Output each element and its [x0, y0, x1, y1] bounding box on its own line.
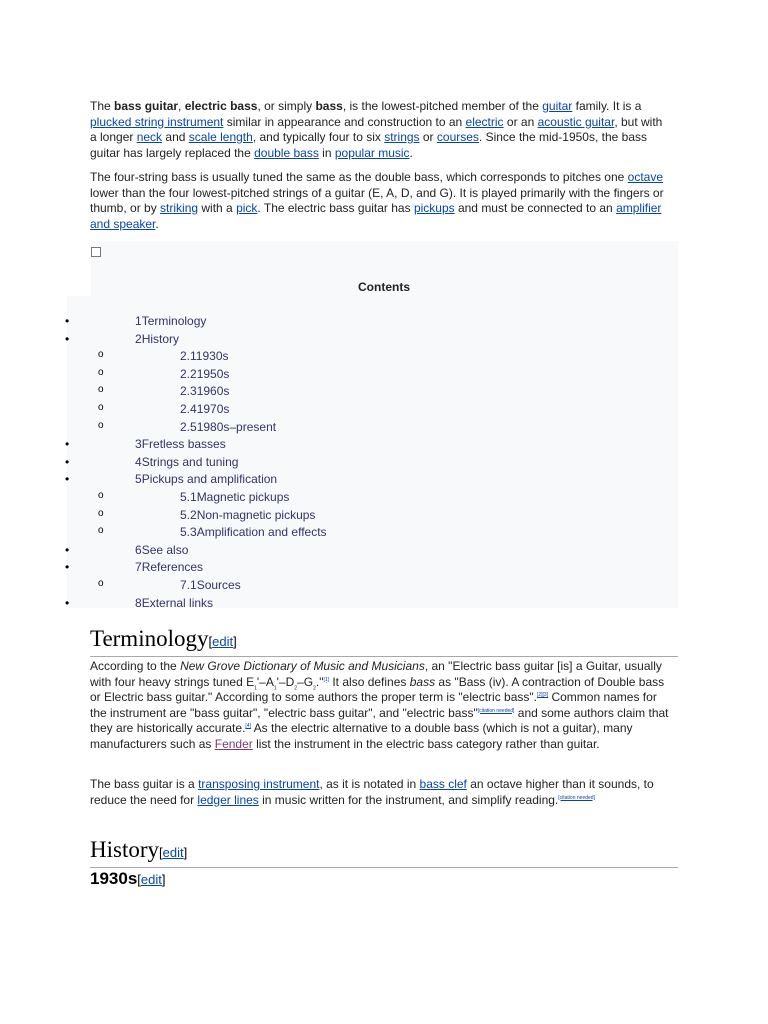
toc-item-label: Amplification and effects: [196, 525, 327, 539]
toc-bullet: •: [65, 472, 70, 486]
toc-bullet: •: [65, 596, 70, 610]
toc-bullet: •: [65, 314, 70, 328]
toc-item-label: See also: [141, 543, 189, 557]
toc-item-number: 5.1: [180, 490, 197, 504]
link-courses[interactable]: courses: [436, 130, 479, 144]
toc-item-label: External links: [141, 596, 214, 610]
link-popular-music[interactable]: popular music: [334, 145, 410, 160]
toc-item-label: 1960s: [196, 384, 230, 398]
toc-bullet: o: [98, 420, 104, 431]
toc-item-number: 2: [135, 332, 142, 346]
toc-item[interactable]: [135, 437, 226, 451]
edit-link-1930s[interactable]: [edit]: [137, 872, 166, 887]
toc-item-number: 8: [135, 596, 142, 610]
toc-item-number: 1: [135, 314, 142, 328]
link-ledger-lines[interactable]: ledger lines: [197, 792, 259, 807]
reference-1[interactable]: [1]: [323, 676, 330, 683]
edit-link-history[interactable]: [edit]: [159, 845, 188, 860]
toc-item-label: Terminology: [141, 314, 207, 328]
toc-bullet: o: [98, 490, 104, 501]
toc-bullet: o: [98, 578, 104, 589]
toc-item[interactable]: [180, 367, 229, 381]
toc-item-label: Magnetic pickups: [196, 490, 290, 504]
link-fender[interactable]: Fender: [214, 736, 253, 751]
terminology-paragraph-2: The bass guitar is a transposing instrument, as it is notated in bass clef an octave higher than it sounds, to reduce the need for ledger lines in music written for the instrument, and simplify reading.[citation needed]: [90, 777, 654, 807]
toc-bullet: •: [65, 543, 70, 557]
toc-item-number: 4: [135, 455, 142, 469]
toc-item[interactable]: [135, 543, 188, 557]
toc-item-label: 1980s–present: [196, 420, 277, 434]
link-pick[interactable]: pick: [236, 201, 258, 215]
toc-item-number: 5.3: [180, 525, 197, 539]
reference-4[interactable]: [4]: [245, 723, 251, 729]
toc-bullet: •: [65, 437, 70, 451]
citation-needed-2[interactable]: [citation needed]: [558, 794, 595, 801]
toc-item-label: Sources: [196, 578, 241, 592]
intro-paragraph-2: The four-string bass is usually tuned the same as the double bass, which corresponds to pitches one octave lower than the four lowest-pitched strings of a guitar (E, A, D, and G). It is played primarily with the fingers or thumb, or by striking with a pick. The electric bass guitar has pickups and must be connected to an amplifier and speaker.: [90, 170, 664, 231]
link-acoustic-guitar[interactable]: acoustic guitar: [537, 114, 615, 129]
toc-item[interactable]: [135, 314, 206, 328]
toc-item-label: 1950s: [196, 367, 230, 381]
toc-item-label: History: [141, 332, 180, 346]
toc-item-label: References: [141, 560, 204, 574]
toc-item-number: 2.1: [180, 349, 196, 363]
link-amplifier-and-speaker[interactable]: amplifier and speaker: [90, 201, 662, 231]
toc-item[interactable]: [180, 384, 229, 398]
intro-paragraph-1: The bass guitar, electric bass, or simply bass, is the lowest-pitched member of the guitar family. It is a plucked string instrument similar in appearance and construction to an electric or an acoustic guitar, but with a longer neck and scale length, and typically four to six strings or courses. Since the mid-1950s, the bass guitar has largely replaced the double bass in popular music.: [90, 99, 663, 160]
toc-item-number: 6: [135, 543, 142, 557]
link-striking[interactable]: striking: [160, 201, 199, 215]
toc-item-number: 3: [135, 437, 142, 451]
link-electric[interactable]: electric: [465, 114, 504, 129]
toc-item-label: 1930s: [195, 349, 229, 363]
link-bass-clef[interactable]: bass clef: [419, 777, 467, 791]
citation-needed-1[interactable]: [citation needed]: [477, 707, 515, 714]
toc-item-label: Non-magnetic pickups: [196, 508, 316, 522]
toc-title: Contents: [358, 280, 410, 294]
toc-bullet: •: [65, 455, 70, 469]
toc-item[interactable]: [135, 332, 179, 346]
toc-item-number: 2.5: [180, 420, 197, 434]
toc-item[interactable]: [180, 490, 289, 504]
toc-item-number: 5.2: [180, 508, 197, 522]
link-pickups[interactable]: pickups: [413, 201, 455, 215]
toc-item[interactable]: [135, 455, 238, 469]
toc-item[interactable]: [135, 596, 213, 610]
link-double-bass[interactable]: double bass: [254, 145, 319, 160]
toc-item[interactable]: [180, 349, 229, 363]
toc-bullet: o: [98, 349, 104, 360]
link-transposing-instrument[interactable]: transposing instrument: [198, 777, 320, 791]
toc-item[interactable]: [180, 420, 276, 434]
toc-item[interactable]: [180, 525, 327, 539]
link-strings[interactable]: strings: [384, 130, 420, 144]
toc-bullet: o: [98, 525, 104, 536]
toc-item[interactable]: [135, 560, 203, 574]
toc-bullet: o: [98, 367, 104, 378]
link-octave[interactable]: octave: [627, 170, 663, 184]
reference-2-3[interactable]: [2][3]: [536, 692, 549, 698]
toc-item-number: 5: [135, 472, 142, 486]
link-scale-length[interactable]: scale length: [188, 130, 253, 144]
toc-item[interactable]: [180, 402, 229, 416]
section-heading-history: History[edit]: [90, 837, 678, 868]
link-neck[interactable]: neck: [136, 130, 163, 144]
toc-item-number: 7: [135, 560, 142, 574]
toc-item-number: 2.3: [180, 384, 197, 398]
subsection-heading-1930s: 1930s[edit]: [90, 869, 166, 888]
link-guitar[interactable]: guitar: [542, 99, 573, 113]
toc-item[interactable]: [135, 472, 277, 486]
toc-item-label: 1970s: [196, 402, 230, 416]
toc-item-label: Pickups and amplification: [141, 472, 278, 486]
section-heading-terminology: Terminology[edit]: [90, 626, 678, 657]
toc-item[interactable]: [180, 578, 241, 592]
toc-bullet: •: [65, 560, 70, 574]
toc-item-label: Strings and tuning: [141, 455, 239, 469]
toc-item-number: 2.2: [180, 367, 197, 381]
link-plucked-string-instrument[interactable]: plucked string instrument: [90, 114, 224, 129]
toc-item-number: 2.4: [180, 402, 197, 416]
toc-item[interactable]: [180, 508, 315, 522]
toc-bullet: •: [65, 332, 70, 346]
toc-toggle-checkbox[interactable]: [91, 247, 101, 257]
edit-link-terminology[interactable]: [edit]: [208, 634, 237, 649]
toc-bullet: o: [98, 508, 104, 519]
toc-corner: [67, 241, 91, 296]
toc-item-number: 7.1: [180, 578, 197, 592]
toc-bullet: o: [98, 402, 104, 413]
toc-bullet: o: [98, 384, 104, 395]
terminology-paragraph-1: According to the New Grove Dictionary of Music and Musicians, an "Electric bass guitar [is] a Guitar, usually with four heavy strings tuned $E_1'-A_1'-D_2-G_2."[1]$ It also defines bass as "Bass (iv). A contraction of Double bass or Electric bass guitar." According to some authors the proper term is "electric bass".[2][3] Common names for the instrument are "bass guitar", "electric bass guitar", and "electric bass"[citation needed] and some authors claim that they are historically accurate.[4] As the electric alternative to a double bass (which is not a guitar), many manufacturers such as Fender list the instrument in the electric bass category rather than guitar.: [90, 659, 669, 751]
toc-item-label: Fretless basses: [141, 437, 226, 451]
